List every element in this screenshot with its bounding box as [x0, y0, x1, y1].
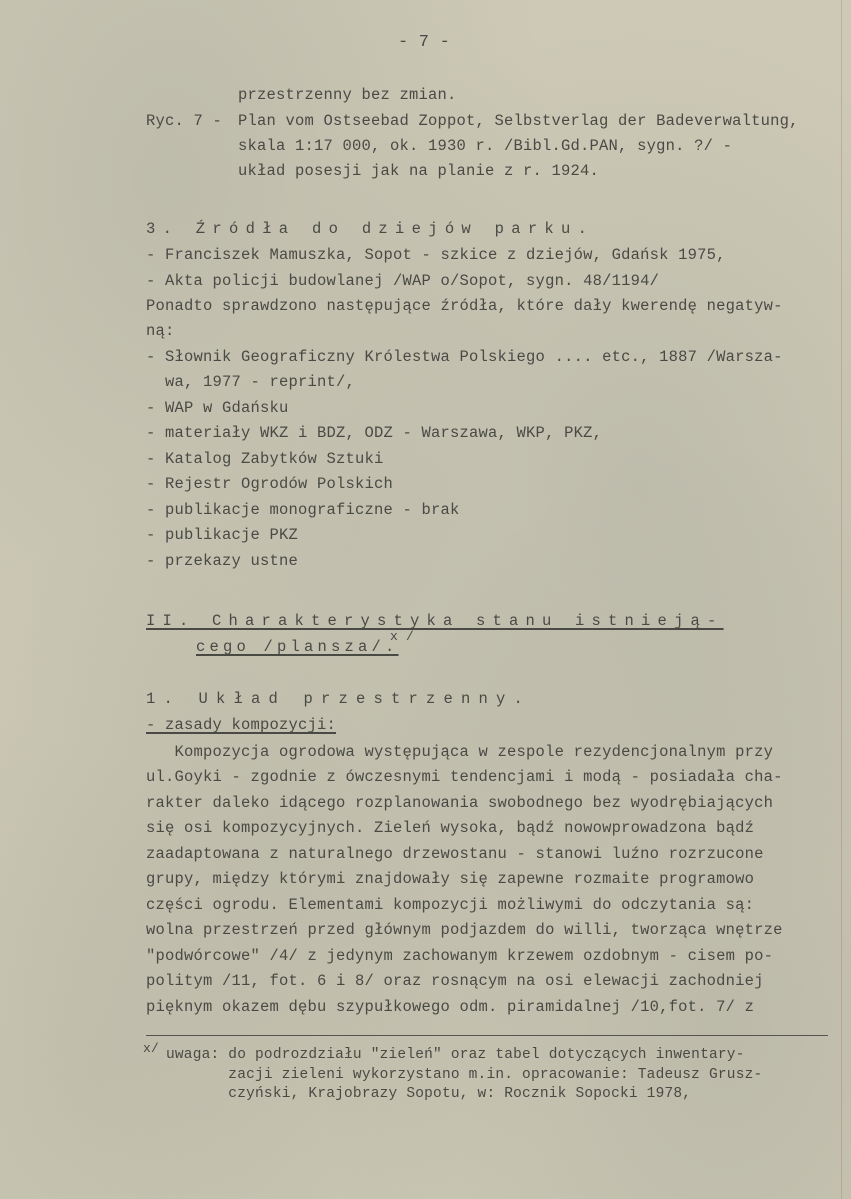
paragraph-line: się osi kompozycyjnych. Zieleń wysoka, bądź nowowprowadzona bądź [146, 819, 755, 837]
paper-edge [841, 0, 842, 1199]
section-heading-II-cont: cego /plansza/. [196, 638, 399, 656]
negative-source-item: - WAP w Gdańsku [146, 399, 289, 417]
negative-source-item: - Rejestr Ogrodów Polskich [146, 475, 394, 493]
paragraph-line: grupy, między którymi znajdowały się zapewne rozmaite programowo [146, 870, 755, 888]
paragraph-line: "podwórcowe" /4/ z jedynym zachowanym krzewem ozdobnym - cisem po- [146, 947, 774, 965]
figure-caption-line: skala 1:17 000, ok. 1930 r. /Bibl.Gd.PAN, sygn. ?/ - [238, 137, 733, 155]
figure-caption-line: Plan vom Ostseebad Zoppot, Selbstverlag der Badeverwaltung, [238, 112, 799, 130]
section-heading-sources: 3. Źródła do dziejów parku. [146, 220, 595, 238]
paragraph-line: Kompozycja ogrodowa występująca w zespole rezydencjonalnym przy [146, 743, 774, 761]
paragraph-line: pięknym okazem dębu szypułkowego odm. piramidalnej /10,fot. 7/ z [146, 998, 755, 1016]
footnote-mark: x/ [143, 1041, 160, 1056]
paragraph-line: części ogrodu. Elementami kompozycji możliwymi do odczytania są: [146, 896, 755, 914]
paragraph-line: ul.Goyki - zgodnie z ówczesnymi tendencjami i modą - posiadała cha- [146, 768, 783, 786]
negative-source-item: - publikacje PKZ [146, 526, 299, 544]
footnote-line: zacji zieleni wykorzystano m.in. opracowanie: Tadeusz Grusz- [166, 1067, 763, 1083]
subsection-sub-heading: - zasady kompozycji: [146, 716, 337, 734]
paragraph-line: wolna przestrzeń przed głównym podjazdem do willi, tworząca wnętrze [146, 921, 783, 939]
section-heading-II: II. Charakterystyka stanu istnieją- [146, 612, 724, 630]
negative-source-item: - przekazy ustne [146, 552, 299, 570]
continuation-line: przestrzenny bez zmian. [238, 86, 457, 104]
subsection-heading-layout: 1. Układ przestrzenny. [146, 690, 532, 708]
negative-source-item: - materiały WKZ i BDZ, ODZ - Warszawa, WKP, PKZ, [146, 424, 603, 442]
footnote-separator [146, 1035, 828, 1036]
figure-label-ryc7: Ryc. 7 - [146, 112, 223, 130]
paragraph-line: politym /11, fot. 6 i 8/ oraz rosnącym na osi elewacji zachodniej [146, 972, 764, 990]
negative-intro: Ponadto sprawdzono następujące źródła, które dały kwerendę negatyw- [146, 297, 783, 315]
footnote-reference-mark: x / [390, 629, 415, 644]
source-item: - Akta policji budowlanej /WAP o/Sopot, sygn. 48/1194/ [146, 272, 660, 290]
footnote-line: czyński, Krajobrazy Sopotu, w: Rocznik Sopocki 1978, [166, 1086, 692, 1102]
negative-source-item: - Słownik Geograficzny Królestwa Polskiego .... etc., 1887 /Warsza- [146, 348, 783, 366]
negative-intro: ną: [146, 322, 175, 340]
page-number: - 7 - [398, 33, 451, 52]
figure-caption-line: układ posesji jak na planie z r. 1924. [238, 162, 600, 180]
paragraph-line: rakter daleko idącego rozplanowania swobodnego bez wyodrębiających [146, 794, 774, 812]
footnote-line: uwaga: do podrozdziału "zieleń" oraz tabel dotyczących inwentary- [166, 1047, 745, 1063]
source-item: - Franciszek Mamuszka, Sopot - szkice z dziejów, Gdańsk 1975, [146, 246, 726, 264]
negative-source-item: - Katalog Zabytków Sztuki [146, 450, 384, 468]
paragraph-line: zaadaptowana z naturalnego drzewostanu - stanowi luźno rozrzucone [146, 845, 764, 863]
negative-source-item: wa, 1977 - reprint/, [146, 373, 356, 391]
negative-source-item: - publikacje monograficzne - brak [146, 501, 460, 519]
